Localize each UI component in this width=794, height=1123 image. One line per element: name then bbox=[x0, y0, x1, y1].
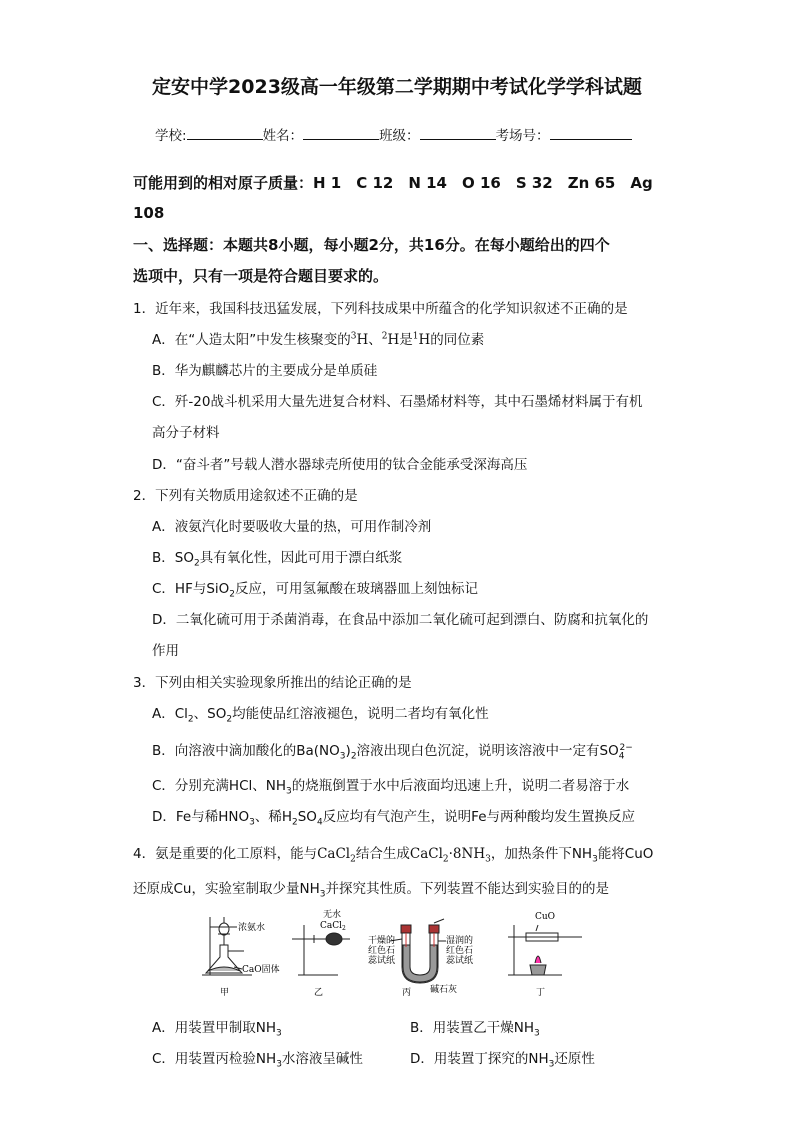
q3-stem: 3．下列由相关实验现象所推出的结论正确的是 bbox=[133, 675, 412, 691]
q1-option-a: A．在“人造太阳”中发生核聚变的$^3$H、$^2$H是$^1$H的同位素 bbox=[152, 331, 485, 348]
label-jia: 甲 bbox=[220, 988, 230, 997]
name-blank[interactable] bbox=[303, 125, 379, 140]
section-heading-line1: 一、选择题：本题共8小题，每小题2分，共16分。在每小题给出的四个 bbox=[133, 236, 610, 254]
student-info-line bbox=[155, 124, 632, 144]
label-yi: 乙 bbox=[314, 988, 324, 997]
label-wet-3: 蕊试纸 bbox=[446, 956, 474, 966]
q4-stem-line2: 还原成Cu，实验室制取少量$NH_3$并探究其性质。下列装置不能达到实验目的的是 bbox=[133, 881, 609, 900]
label-soda-lime: 碱石灰 bbox=[430, 985, 458, 995]
q2-option-c: C．HF与SiO$_2$反应，可用氢氟酸在玻璃器皿上刻蚀标记 bbox=[152, 581, 479, 600]
q4-option-b: B．用装置乙干燥$NH_3$ bbox=[410, 1020, 540, 1039]
q4-option-a: A．用装置甲制取$NH_3$ bbox=[152, 1020, 282, 1039]
label-anhydrous: 无水 bbox=[323, 910, 342, 920]
q1-stem: 1．近年来，我国科技迅猛发展，下列科技成果中所蕴含的化学知识叙述不正确的是 bbox=[133, 301, 628, 317]
q2-option-b: B．$SO_2$具有氧化性，因此可用于漂白纸浆 bbox=[152, 550, 403, 569]
q3-option-c: C．分别充满HCl、$NH_3$的烧瓶倒置于水中后液面均迅速上升，说明二者易溶于水 bbox=[152, 778, 630, 797]
room-label: 考场号： bbox=[495, 128, 550, 144]
q1-option-c-line2: 高分子材料 bbox=[152, 425, 220, 441]
q3-option-a: A．$Cl_2$、$SO_2$均能使品红溶液褪色，说明二者均有氧化性 bbox=[152, 706, 489, 725]
atomic-mass-line2: 108 bbox=[133, 204, 165, 222]
atomic-mass-line1: 可能用到的相对原子质量：H 1 C 12 N 14 O 16 S 32 Zn 65 Ag bbox=[133, 174, 653, 192]
apparatus-figure bbox=[190, 905, 610, 997]
school-blank[interactable] bbox=[187, 125, 263, 140]
apparatus-ding bbox=[508, 925, 582, 975]
q4-stem-line1: 4．氨是重要的化工原料，能与CaCl$_2$结合生成$CaCl_2\cdot 8NH_3$，加热条件下$NH_3$能将CuO bbox=[133, 846, 654, 865]
q1-option-b: B．华为麒麟芯片的主要成分是单质硅 bbox=[152, 363, 378, 379]
name-label: 姓名： bbox=[262, 128, 304, 144]
room-blank[interactable] bbox=[550, 125, 632, 140]
label-dry-2: 红色石 bbox=[368, 946, 396, 956]
q2-option-d-line2: 作用 bbox=[152, 643, 179, 659]
q1-option-c-line1: C．歼-20战斗机采用大量先进复合材料、石墨烯材料等，其中石墨烯材料属于有机 bbox=[152, 394, 643, 410]
q2-option-d-line1: D．二氧化硫可用于杀菌消毒，在食品中添加二氧化硫可起到漂白、防腐和抗氧化的 bbox=[152, 612, 649, 628]
class-label: 班级： bbox=[379, 128, 420, 144]
class-blank[interactable] bbox=[420, 125, 496, 140]
label-wet-1: 湿润的 bbox=[446, 936, 474, 946]
label-bing: 丙 bbox=[402, 988, 412, 997]
label-wet-2: 红色石 bbox=[446, 946, 474, 956]
label-cacl2: CaCl$_2$ bbox=[320, 921, 346, 932]
page-title: 定安中学2023级高一年级第二学期期中考试化学学科试题 bbox=[152, 76, 642, 98]
section-heading-line2: 选项中，只有一项是符合题目要求的。 bbox=[133, 267, 389, 285]
q4-option-d: D．用装置丁探究的$NH_3$还原性 bbox=[410, 1051, 595, 1070]
q1-option-d: D．“奋斗者”号载人潜水器球壳所使用的钛合金能承受深海高压 bbox=[152, 457, 528, 473]
label-dry-3: 蕊试纸 bbox=[368, 956, 396, 966]
apparatus-bing bbox=[390, 919, 446, 983]
q2-stem: 2．下列有关物质用途叙述不正确的是 bbox=[133, 488, 358, 504]
label-dry-1: 干燥的 bbox=[368, 936, 396, 946]
label-nh3-water: 浓氨水 bbox=[238, 923, 266, 933]
q2-option-a: A．液氨汽化时要吸收大量的热，可用作制冷剂 bbox=[152, 519, 432, 535]
q3-option-d: D．Fe与稀$HNO_3$、稀$H_2SO_4$反应均有气泡产生，说明Fe与两种酸均发生置换反应 bbox=[152, 809, 636, 828]
school-label: 学校: bbox=[155, 128, 187, 144]
apparatus-yi bbox=[292, 925, 350, 975]
q3-option-b: B．向溶液中滴加酸化的$Ba(NO_3)_2$溶液出现白色沉淀，说明该溶液中一定有$SO_4^{2-}$ bbox=[152, 742, 633, 762]
label-cuo: CuO bbox=[535, 912, 556, 922]
label-cao: CaO固体 bbox=[242, 965, 280, 975]
label-ding: 丁 bbox=[536, 988, 546, 997]
q4-option-c: C．用装置丙检验$NH_3$水溶液呈碱性 bbox=[152, 1051, 363, 1070]
